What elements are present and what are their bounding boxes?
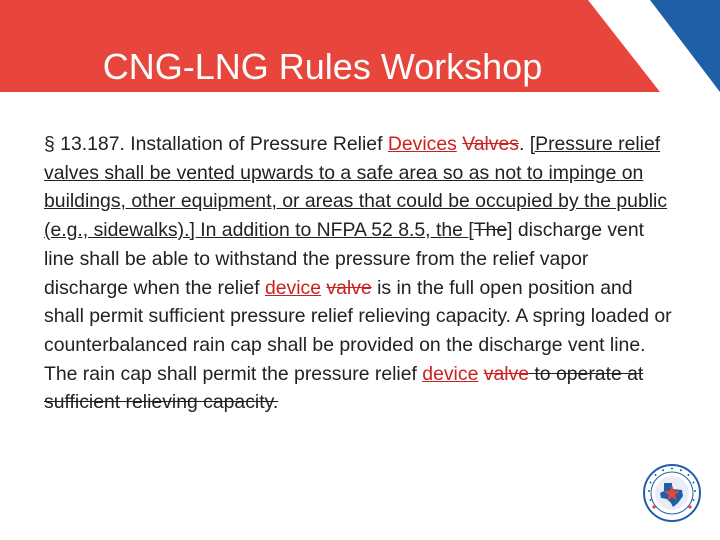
- railroad-commission-seal-icon: [642, 463, 702, 523]
- deleted-text: The: [473, 219, 508, 242]
- inserted-text: device: [422, 362, 479, 385]
- deleted-text: valve: [326, 276, 372, 299]
- deleted-text: Valves: [462, 133, 519, 155]
- deleted-text: to operate at sufficient relieving capacity.: [44, 362, 644, 414]
- deleted-text: valve: [483, 362, 530, 385]
- slide-title: CNG-LNG Rules Workshop: [102, 46, 543, 87]
- rule-text: § 13.187. Installation of Pressure Relief Devices Valves. [Pressure relief valves shall be vented upwards to a safe area so as not to impinge on buildings, other equipment, or areas that could be occupied by the public (e.g., sidewalks).] In addition to NFPA 52 8.5, the [The] discharge vent line shall be able to withstand the pressure from the relief vapor discharge when the relief device valve is in the full open position and shall permit sufficient pressure relief relieving capacity. A spring loaded or counterbalanced rain cap shall be provided on the discharge vent line. The rain cap shall permit the pressure relief device valve to operate at sufficient relieving capacity.: [44, 133, 672, 414]
- slide-header: [0, 0, 720, 92]
- inserted-text: device: [264, 276, 322, 299]
- rule-section-heading: § 13.187. Installation of Pressure Relief: [44, 133, 388, 155]
- bracket-close: ]: [507, 219, 513, 242]
- inserted-text: Devices: [387, 133, 457, 155]
- deleted-bracketed-text: [Pressure relief valves shall be vented upwards to a safe area so as not to impinge on buildings, other equipment, or areas that could be occupied by the public (e.g., sidewalks).] In addition to NFPA 52 8.5, the: [44, 133, 668, 242]
- bracket-open: [: [468, 219, 474, 242]
